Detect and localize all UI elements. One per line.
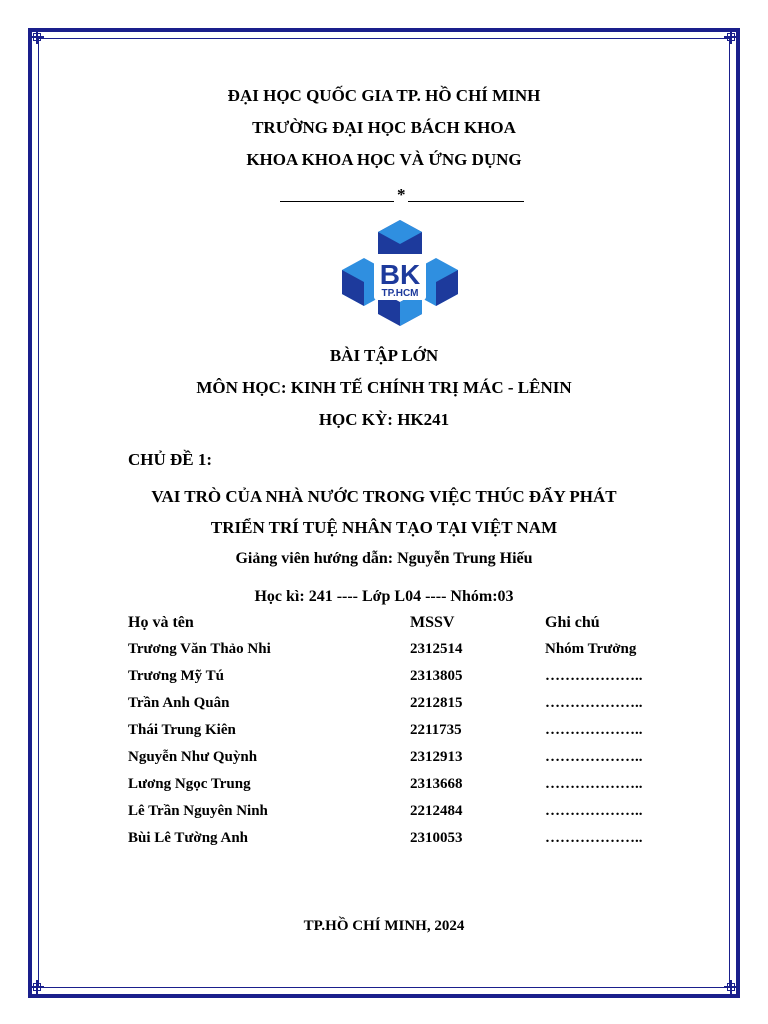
member-name: Bùi Lê Tường Anh [128,830,248,846]
corner-ornament [724,980,738,994]
member-id: 2312514 [410,641,463,657]
subject-title: MÔN HỌC: KINH TẾ CHÍNH TRỊ MÁC - LÊNIN [196,378,572,397]
school-name: TRƯỜNG ĐẠI HỌC BÁCH KHOA [252,118,516,137]
bk-logo [340,218,460,328]
member-note: Nhóm Trưởng [545,641,637,657]
member-id: 2211735 [410,722,462,738]
members-table-header [128,614,688,641]
corner-ornament [724,30,738,44]
table-row [128,776,688,803]
table-row [128,722,688,749]
member-note: ……………….. [545,749,643,765]
footer-place-year: TP.HỒ CHÍ MINH, 2024 [303,918,465,934]
member-note: ……………….. [545,668,643,684]
member-name: Thái Trung Kiên [128,722,236,738]
semester-title: HỌC KỲ: HK241 [318,410,450,429]
member-id: 2310053 [410,830,463,846]
university-name: ĐẠI HỌC QUỐC GIA TP. HỒ CHÍ MINH [227,86,541,105]
member-id: 2312913 [410,749,463,765]
topic-line-1: VAI TRÒ CỦA NHÀ NƯỚC TRONG VIỆC THÚC ĐẨY PHÁT [151,487,617,506]
table-row [128,749,688,776]
header-student-id: MSSV [410,614,455,631]
instructor-line: Giảng viên hướng dẫn: Nguyễn Trung Hiếu [235,550,533,567]
logo-text-main: BK [379,259,421,290]
member-name: Trương Văn Thảo Nhi [128,641,271,657]
member-name: Lương Ngọc Trung [128,776,251,792]
logo-text-sub: TP.HCM [381,288,419,299]
table-row [128,830,688,857]
member-note: ……………….. [545,695,643,711]
table-row [128,668,688,695]
member-id: 2212815 [410,695,463,711]
report-type: BÀI TẬP LỚN [329,346,439,365]
header-name: Họ và tên [128,614,194,631]
member-name: Nguyễn Như Quỳnh [128,749,258,765]
member-note: ……………….. [545,830,643,846]
member-note: ……………….. [545,776,643,792]
header-note: Ghi chú [545,614,600,631]
member-name: Lê Trần Nguyên Ninh [128,803,268,819]
corner-ornament [30,30,44,44]
member-id: 2313805 [410,668,463,684]
member-id: 2313668 [410,776,463,792]
table-row [128,695,688,722]
member-name: Trương Mỹ Tú [128,668,224,684]
table-row [128,641,688,668]
member-id: 2212484 [410,803,463,819]
member-note: ……………….. [545,722,643,738]
table-row [128,803,688,830]
members-table [128,614,688,857]
member-note: ……………….. [545,803,643,819]
class-info-line: Học kì: 241 ---- Lớp L04 ---- Nhóm:03 [254,588,514,605]
corner-ornament [30,980,44,994]
topic-label: CHỦ ĐỀ 1: [128,450,213,469]
topic-line-2: TRIỂN TRÍ TUỆ NHÂN TẠO TẠI VIỆT NAM [210,518,558,537]
separator-star: * [397,185,406,204]
faculty-name: KHOA KHOA HỌC VÀ ỨNG DỤNG [246,150,522,169]
header-separator [280,185,524,208]
member-name: Trần Anh Quân [128,695,230,711]
